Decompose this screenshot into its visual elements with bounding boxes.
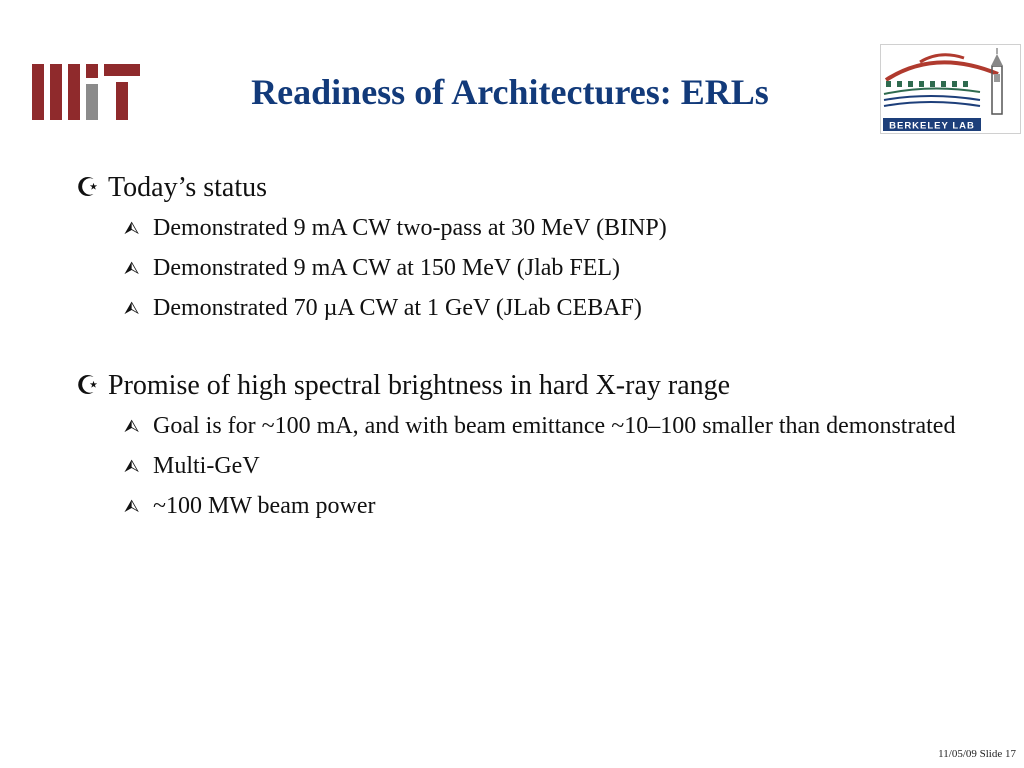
bullet-text: Promise of high spectral brightness in hard X-ray range [108,370,731,401]
sub-bullet-marker-icon: ⮙ [124,218,140,239]
sub-bullet [72,490,972,523]
sub-bullet [72,292,972,325]
slide-footer: 11/05/09 Slide 17 [938,748,1016,760]
bullet-marker-icon: ☪ [76,371,100,401]
berkeley-lab-logo [880,44,1021,134]
sub-bullet-marker-icon: ⮙ [124,298,140,319]
slide-content [72,170,972,530]
sub-bullet-marker-icon: ⮙ [124,258,140,279]
bullet-marker-icon: ☪ [76,173,100,203]
sub-bullet-marker-icon: ⮙ [124,416,140,437]
sub-bullet [72,212,972,245]
bullet-text: Today’s status [108,172,268,203]
sub-bullet-text: Multi-GeV [153,453,260,479]
sub-bullet-text: Demonstrated 9 mA CW at 150 MeV (Jlab FEL) [153,255,621,281]
sub-bullet [72,252,972,285]
sub-bullet [72,450,972,483]
sub-bullet-marker-icon: ⮙ [124,456,140,477]
sub-bullet-text: Demonstrated 70 µA CW at 1 GeV (JLab CEBAF) [153,295,642,321]
sub-bullet-text: ~100 MW beam power [153,493,376,519]
sub-bullet [72,410,972,443]
sub-bullet-text: Demonstrated 9 mA CW two-pass at 30 MeV (BINP) [153,215,667,241]
lab-logo-text: BERKELEY LAB [889,120,975,132]
bullet-todays-status [72,170,972,206]
sub-bullet-marker-icon: ⮙ [124,496,140,517]
sub-bullet-text: Goal is for ~100 mA, and with beam emittance ~10–100 smaller than demonstrated [153,413,956,439]
bullet-promise [72,368,972,404]
slide-title: Readiness of Architectures: ERLs [251,72,769,112]
mit-logo [32,64,140,122]
